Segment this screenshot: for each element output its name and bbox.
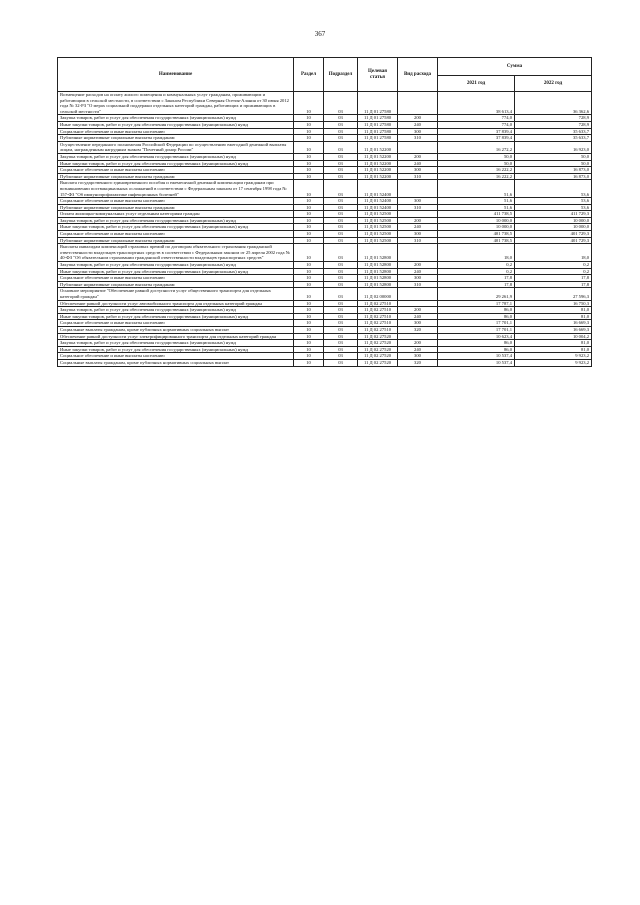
row-type bbox=[398, 180, 438, 198]
row-sum-2021: 17 701,1 bbox=[438, 320, 515, 327]
row-subsection: 03 bbox=[324, 340, 358, 347]
row-target: 11 Д 01 27580 bbox=[358, 135, 398, 142]
row-subsection: 03 bbox=[324, 300, 358, 307]
row-sum-2021: 17,8 bbox=[438, 275, 515, 282]
table-row bbox=[58, 211, 592, 218]
row-type: 240 bbox=[398, 268, 438, 275]
row-name: Публичные нормативные социальные выплаты гражданам bbox=[58, 237, 294, 244]
table-row bbox=[58, 288, 592, 300]
row-name: Закупка товаров, работ и услуг для обеспечения государственных (муниципальных) нужд bbox=[58, 307, 294, 314]
row-sum-2021: 17 787,1 bbox=[438, 300, 515, 307]
row-type: 200 bbox=[398, 307, 438, 314]
row-section: 10 bbox=[294, 128, 324, 135]
row-section: 10 bbox=[294, 244, 324, 262]
row-name: Иные закупки товаров, работ и услуг для обеспечения государственных (муниципальных) нужд bbox=[58, 346, 294, 353]
row-type bbox=[398, 288, 438, 300]
row-name: Социальное обеспечение и иные выплаты населению bbox=[58, 275, 294, 282]
row-subsection: 03 bbox=[324, 359, 358, 366]
row-section: 10 bbox=[294, 300, 324, 307]
row-target: 11 Д 01 27580 bbox=[358, 92, 398, 115]
row-target: 11 Д 02 27510 bbox=[358, 320, 398, 327]
row-target: 11 Д 01 52200 bbox=[358, 173, 398, 180]
row-sum-2022: 0,2 bbox=[515, 268, 592, 275]
row-sum-2021: 51,6 bbox=[438, 198, 515, 205]
table-row bbox=[58, 180, 592, 198]
row-name: Социальное обеспечение и иные выплаты населению bbox=[58, 231, 294, 238]
row-subsection: 03 bbox=[324, 204, 358, 211]
table-row bbox=[58, 224, 592, 231]
row-sum-2021: 17 701,1 bbox=[438, 326, 515, 333]
row-subsection: 03 bbox=[324, 160, 358, 167]
row-target: 11 Д 01 52200 bbox=[358, 153, 398, 160]
row-sum-2022: 17,8 bbox=[515, 281, 592, 288]
row-section: 10 bbox=[294, 231, 324, 238]
row-sum-2021: 37 839,4 bbox=[438, 135, 515, 142]
row-type: 240 bbox=[398, 313, 438, 320]
row-sum-2022: 16 669,3 bbox=[515, 326, 592, 333]
row-target: 11 Д 01 27580 bbox=[358, 128, 398, 135]
row-name: Выплата государственного единовременного пособия и ежемесячной денежной компенсации гражданам при возникновении поствакцинальных осложнений в соответствии с Федеральным законом от 17 сентября 1998 года № 157-ФЗ "Об иммунопрофилактике инфекционных болезней" bbox=[58, 180, 294, 198]
row-type: 310 bbox=[398, 204, 438, 211]
row-subsection: 03 bbox=[324, 135, 358, 142]
table-row bbox=[58, 262, 592, 269]
row-subsection: 03 bbox=[324, 224, 358, 231]
row-sum-2022: 17,8 bbox=[515, 275, 592, 282]
row-sum-2022: 81,0 bbox=[515, 307, 592, 314]
row-target: 11 Д 02 27520 bbox=[358, 333, 398, 340]
row-subsection: 03 bbox=[324, 307, 358, 314]
row-name: Социальное обеспечение и иные выплаты населению bbox=[58, 198, 294, 205]
row-sum-2022: 728,9 bbox=[515, 121, 592, 128]
row-name: Осуществление переданного полномочия Российской Федерации по осуществлению ежегодной денежной выплаты лицам, награжденным нагрудным знаком "Почетный донор России" bbox=[58, 141, 294, 153]
budget-table bbox=[57, 57, 592, 367]
row-subsection: 03 bbox=[324, 92, 358, 115]
row-section: 10 bbox=[294, 167, 324, 174]
row-type: 300 bbox=[398, 167, 438, 174]
header-type: Вид расхода bbox=[398, 58, 438, 92]
row-sum-2021: 50,0 bbox=[438, 153, 515, 160]
row-type bbox=[398, 141, 438, 153]
row-section: 10 bbox=[294, 346, 324, 353]
row-sum-2022: 0,2 bbox=[515, 262, 592, 269]
row-sum-2022: 401 729,3 bbox=[515, 237, 592, 244]
header-section: Раздел bbox=[294, 58, 324, 92]
row-section: 10 bbox=[294, 135, 324, 142]
row-section: 10 bbox=[294, 313, 324, 320]
row-section: 10 bbox=[294, 160, 324, 167]
row-section: 10 bbox=[294, 359, 324, 366]
row-name: Социальное обеспечение и иные выплаты населению bbox=[58, 167, 294, 174]
table-row bbox=[58, 153, 592, 160]
row-section: 10 bbox=[294, 121, 324, 128]
row-type bbox=[398, 211, 438, 218]
row-target: 11 Д 02 27520 bbox=[358, 353, 398, 360]
row-target: 11 Д 01 27580 bbox=[358, 115, 398, 122]
row-sum-2021: 10 000,0 bbox=[438, 224, 515, 231]
row-name: Публичные нормативные социальные выплаты гражданам bbox=[58, 173, 294, 180]
row-sum-2021: 16 272,2 bbox=[438, 141, 515, 153]
row-subsection: 03 bbox=[324, 237, 358, 244]
table-row bbox=[58, 92, 592, 115]
row-name: Основное мероприятие "Обеспечение равной доступности услуг общественного транспорта для отдельных категорий граждан" bbox=[58, 288, 294, 300]
row-name: Социальное обеспечение и иные выплаты населению bbox=[58, 128, 294, 135]
row-sum-2022: 9 923,2 bbox=[515, 359, 592, 366]
row-sum-2022: 81,0 bbox=[515, 313, 592, 320]
row-sum-2021: 29 261,9 bbox=[438, 288, 515, 300]
row-target: 11 Д 01 52500 bbox=[358, 217, 398, 224]
table-row bbox=[58, 340, 592, 347]
row-sum-2022: 16 669,3 bbox=[515, 320, 592, 327]
table-row bbox=[58, 121, 592, 128]
row-sum-2022: 16 750,3 bbox=[515, 300, 592, 307]
row-sum-2022: 10 000,0 bbox=[515, 224, 592, 231]
row-type: 300 bbox=[398, 231, 438, 238]
header-sum: Сумма bbox=[438, 58, 592, 76]
row-sum-2022: 81,0 bbox=[515, 340, 592, 347]
table-row bbox=[58, 313, 592, 320]
row-sum-2021: 86,0 bbox=[438, 346, 515, 353]
row-section: 10 bbox=[294, 326, 324, 333]
row-sum-2021: 50,0 bbox=[438, 160, 515, 167]
row-name: Выплаты инвалидам компенсаций страховых премий по договорам обязательного страхования гражданской ответственности владельцев транспортных средств в соответствии с Федеральным законом от 25 апреля 2002 года № 40-ФЗ "Об обязательном страховании гражданской ответственности владельцев транспортных средств" bbox=[58, 244, 294, 262]
row-subsection: 03 bbox=[324, 217, 358, 224]
row-subsection: 03 bbox=[324, 281, 358, 288]
table-row bbox=[58, 141, 592, 153]
table-row bbox=[58, 217, 592, 224]
row-section: 10 bbox=[294, 281, 324, 288]
row-sum-2021: 10 537,4 bbox=[438, 353, 515, 360]
row-section: 10 bbox=[294, 307, 324, 314]
table-row bbox=[58, 275, 592, 282]
row-target: 11 Д 01 52200 bbox=[358, 167, 398, 174]
row-sum-2021: 37 839,4 bbox=[438, 128, 515, 135]
row-subsection: 03 bbox=[324, 288, 358, 300]
row-sum-2022: 18,0 bbox=[515, 244, 592, 262]
row-section: 10 bbox=[294, 237, 324, 244]
table-row bbox=[58, 281, 592, 288]
row-type: 310 bbox=[398, 281, 438, 288]
row-name: Обеспечение равной доступности услуг автомобильного транспорта для отдельных категорий граждан bbox=[58, 300, 294, 307]
table-row bbox=[58, 300, 592, 307]
row-section: 10 bbox=[294, 268, 324, 275]
row-subsection: 03 bbox=[324, 121, 358, 128]
row-name: Социальные выплаты гражданам, кроме публичных нормативных социальных выплат bbox=[58, 326, 294, 333]
row-target: 11 Д 02 27510 bbox=[358, 307, 398, 314]
header-target: Целевая статья bbox=[358, 58, 398, 92]
row-type: 200 bbox=[398, 217, 438, 224]
row-subsection: 03 bbox=[324, 320, 358, 327]
row-sum-2021: 51,6 bbox=[438, 204, 515, 211]
row-section: 10 bbox=[294, 353, 324, 360]
row-target: 11 Д 02 27520 bbox=[358, 340, 398, 347]
row-sum-2021: 401 738,5 bbox=[438, 237, 515, 244]
row-sum-2022: 53,6 bbox=[515, 180, 592, 198]
table-row bbox=[58, 353, 592, 360]
row-section: 10 bbox=[294, 275, 324, 282]
table-row bbox=[58, 320, 592, 327]
row-target: 11 Д 01 52200 bbox=[358, 160, 398, 167]
row-target: 11 Д 01 52200 bbox=[358, 141, 398, 153]
row-sum-2022: 27 596,3 bbox=[515, 288, 592, 300]
row-subsection: 03 bbox=[324, 262, 358, 269]
row-type: 300 bbox=[398, 275, 438, 282]
row-subsection: 03 bbox=[324, 115, 358, 122]
table-row bbox=[58, 244, 592, 262]
row-section: 10 bbox=[294, 198, 324, 205]
row-name: Иные закупки товаров, работ и услуг для обеспечения государственных (муниципальных) нужд bbox=[58, 268, 294, 275]
row-target: 11 Д 01 52400 bbox=[358, 198, 398, 205]
row-target: 11 Д 01 27580 bbox=[358, 121, 398, 128]
row-sum-2021: 0,2 bbox=[438, 262, 515, 269]
row-sum-2022: 411 729,3 bbox=[515, 211, 592, 218]
row-type: 200 bbox=[398, 340, 438, 347]
row-sum-2022: 16 873,0 bbox=[515, 167, 592, 174]
table-row bbox=[58, 115, 592, 122]
row-sum-2021: 51,6 bbox=[438, 180, 515, 198]
row-type bbox=[398, 333, 438, 340]
row-section: 10 bbox=[294, 320, 324, 327]
row-sum-2021: 411 738,5 bbox=[438, 211, 515, 218]
table-row bbox=[58, 231, 592, 238]
row-name: Обеспечение равной доступности услуг электрифицированного транспорта для отдельных категорий граждан bbox=[58, 333, 294, 340]
row-sum-2021: 16 222,2 bbox=[438, 173, 515, 180]
row-target: 11 Д 01 52800 bbox=[358, 262, 398, 269]
row-sum-2022: 36 362,6 bbox=[515, 92, 592, 115]
row-type: 310 bbox=[398, 237, 438, 244]
row-target: 11 Д 01 52400 bbox=[358, 204, 398, 211]
row-subsection: 03 bbox=[324, 211, 358, 218]
row-sum-2022: 10 004,2 bbox=[515, 333, 592, 340]
row-name: Иные закупки товаров, работ и услуг для обеспечения государственных (муниципальных) нужд bbox=[58, 121, 294, 128]
row-sum-2022: 9 923,2 bbox=[515, 353, 592, 360]
row-target: 11 Д 02 27510 bbox=[358, 313, 398, 320]
row-target: 11 Д 01 52500 bbox=[358, 237, 398, 244]
row-sum-2022: 35 633,7 bbox=[515, 135, 592, 142]
row-section: 10 bbox=[294, 92, 324, 115]
row-sum-2022: 10 000,0 bbox=[515, 217, 592, 224]
row-subsection: 03 bbox=[324, 268, 358, 275]
row-section: 10 bbox=[294, 141, 324, 153]
row-target: 11 Д 01 52800 bbox=[358, 281, 398, 288]
row-subsection: 03 bbox=[324, 173, 358, 180]
table-body bbox=[58, 92, 592, 367]
row-sum-2021: 774,0 bbox=[438, 115, 515, 122]
row-section: 10 bbox=[294, 333, 324, 340]
row-type bbox=[398, 244, 438, 262]
row-subsection: 03 bbox=[324, 326, 358, 333]
row-sum-2021: 401 738,5 bbox=[438, 231, 515, 238]
row-section: 10 bbox=[294, 204, 324, 211]
table-row bbox=[58, 326, 592, 333]
row-target: 11 Д 01 52500 bbox=[358, 224, 398, 231]
row-subsection: 03 bbox=[324, 141, 358, 153]
row-name: Социальные выплаты гражданам, кроме публичных нормативных социальных выплат bbox=[58, 359, 294, 366]
row-sum-2021: 17,8 bbox=[438, 281, 515, 288]
row-type: 240 bbox=[398, 121, 438, 128]
row-sum-2022: 401 729,3 bbox=[515, 231, 592, 238]
table-row bbox=[58, 198, 592, 205]
header-year-2021: 2021 год bbox=[438, 76, 515, 92]
row-sum-2021: 10 623,4 bbox=[438, 333, 515, 340]
row-name: Публичные нормативные социальные выплаты гражданам bbox=[58, 135, 294, 142]
row-subsection: 03 bbox=[324, 333, 358, 340]
row-type: 320 bbox=[398, 359, 438, 366]
row-sum-2021: 0,2 bbox=[438, 268, 515, 275]
table-row bbox=[58, 268, 592, 275]
row-subsection: 03 bbox=[324, 313, 358, 320]
row-subsection: 03 bbox=[324, 353, 358, 360]
row-name: Иные закупки товаров, работ и услуг для обеспечения государственных (муниципальных) нужд bbox=[58, 313, 294, 320]
table-row bbox=[58, 173, 592, 180]
table-row bbox=[58, 135, 592, 142]
row-name: Закупка товаров, работ и услуг для обеспечения государственных (муниципальных) нужд bbox=[58, 262, 294, 269]
row-type: 200 bbox=[398, 115, 438, 122]
header-subsection: Подраздел bbox=[324, 58, 358, 92]
table-row bbox=[58, 359, 592, 366]
row-name: Закупка товаров, работ и услуг для обеспечения государственных (муниципальных) нужд bbox=[58, 153, 294, 160]
row-type: 240 bbox=[398, 160, 438, 167]
row-type: 240 bbox=[398, 346, 438, 353]
row-type: 200 bbox=[398, 262, 438, 269]
row-target: 11 Д 02 00000 bbox=[358, 288, 398, 300]
table-row bbox=[58, 346, 592, 353]
table-row bbox=[58, 333, 592, 340]
row-subsection: 03 bbox=[324, 275, 358, 282]
row-section: 10 bbox=[294, 262, 324, 269]
row-sum-2022: 50,0 bbox=[515, 153, 592, 160]
row-name: Социальное обеспечение и иные выплаты населению bbox=[58, 353, 294, 360]
row-target: 11 Д 02 27520 bbox=[358, 359, 398, 366]
row-type: 300 bbox=[398, 353, 438, 360]
row-name: Возмещение расходов на оплату жилого помещения и коммунальных услуг гражданам, проживающим и работающим в сельской местности, в соответствии с Законом Республики Северная Осетия-Алания от 30 июня 2012 года № 32-РЗ "О мерах социальной поддержки отдельных категорий граждан, работающих и проживающих в сельской местности" bbox=[58, 92, 294, 115]
row-name: Иные закупки товаров, работ и услуг для обеспечения государственных (муниципальных) нужд bbox=[58, 160, 294, 167]
row-type bbox=[398, 92, 438, 115]
row-name: Публичные нормативные социальные выплаты гражданам bbox=[58, 204, 294, 211]
row-subsection: 03 bbox=[324, 198, 358, 205]
row-subsection: 03 bbox=[324, 244, 358, 262]
row-subsection: 03 bbox=[324, 346, 358, 353]
row-sum-2022: 53,6 bbox=[515, 204, 592, 211]
row-sum-2021: 38 613,4 bbox=[438, 92, 515, 115]
page-number: 367 bbox=[314, 30, 326, 38]
row-target: 11 Д 01 52500 bbox=[358, 211, 398, 218]
table-row bbox=[58, 160, 592, 167]
row-section: 10 bbox=[294, 153, 324, 160]
row-sum-2021: 18,0 bbox=[438, 244, 515, 262]
row-sum-2021: 86,0 bbox=[438, 340, 515, 347]
row-sum-2021: 10 000,0 bbox=[438, 217, 515, 224]
row-section: 10 bbox=[294, 115, 324, 122]
row-sum-2022: 16 923,0 bbox=[515, 141, 592, 153]
row-type: 300 bbox=[398, 128, 438, 135]
row-name: Иные закупки товаров, работ и услуг для обеспечения государственных (муниципальных) нужд bbox=[58, 224, 294, 231]
row-target: 11 Д 02 27510 bbox=[358, 326, 398, 333]
row-sum-2022: 53,6 bbox=[515, 198, 592, 205]
row-name: Закупка товаров, работ и услуг для обеспечения государственных (муниципальных) нужд bbox=[58, 217, 294, 224]
row-sum-2022: 35 633,7 bbox=[515, 128, 592, 135]
row-section: 10 bbox=[294, 224, 324, 231]
row-section: 10 bbox=[294, 211, 324, 218]
row-target: 11 Д 01 52800 bbox=[358, 275, 398, 282]
row-section: 10 bbox=[294, 340, 324, 347]
row-type: 240 bbox=[398, 224, 438, 231]
row-name: Закупка товаров, работ и услуг для обеспечения государственных (муниципальных) нужд bbox=[58, 115, 294, 122]
row-sum-2021: 16 222,2 bbox=[438, 167, 515, 174]
row-target: 11 Д 01 52800 bbox=[358, 244, 398, 262]
row-target: 11 Д 01 52500 bbox=[358, 231, 398, 238]
header-name: Наименование bbox=[58, 58, 294, 92]
table-row bbox=[58, 237, 592, 244]
row-type: 320 bbox=[398, 326, 438, 333]
row-sum-2022: 16 873,0 bbox=[515, 173, 592, 180]
row-sum-2021: 10 537,4 bbox=[438, 359, 515, 366]
row-subsection: 03 bbox=[324, 180, 358, 198]
row-sum-2021: 86,0 bbox=[438, 313, 515, 320]
row-sum-2022: 50,0 bbox=[515, 160, 592, 167]
row-name: Публичные нормативные социальные выплаты гражданам bbox=[58, 281, 294, 288]
row-name: Социальное обеспечение и иные выплаты населению bbox=[58, 320, 294, 327]
row-sum-2022: 81,0 bbox=[515, 346, 592, 353]
row-section: 10 bbox=[294, 180, 324, 198]
header-year-2022: 2022 год bbox=[515, 76, 592, 92]
row-name: Оплата жилищно-коммунальных услуг отдельным категориям граждан bbox=[58, 211, 294, 218]
row-target: 11 Д 02 27520 bbox=[358, 346, 398, 353]
row-sum-2021: 86,0 bbox=[438, 307, 515, 314]
row-type: 310 bbox=[398, 135, 438, 142]
table-row bbox=[58, 167, 592, 174]
row-sum-2022: 728,9 bbox=[515, 115, 592, 122]
row-type bbox=[398, 300, 438, 307]
row-subsection: 03 bbox=[324, 153, 358, 160]
row-target: 11 Д 01 52800 bbox=[358, 268, 398, 275]
row-section: 10 bbox=[294, 217, 324, 224]
row-subsection: 03 bbox=[324, 167, 358, 174]
row-section: 10 bbox=[294, 288, 324, 300]
row-subsection: 03 bbox=[324, 128, 358, 135]
row-sum-2021: 774,0 bbox=[438, 121, 515, 128]
table-row bbox=[58, 128, 592, 135]
row-type: 300 bbox=[398, 320, 438, 327]
row-type: 300 bbox=[398, 198, 438, 205]
row-section: 10 bbox=[294, 173, 324, 180]
row-target: 11 Д 01 52400 bbox=[358, 180, 398, 198]
table-row bbox=[58, 204, 592, 211]
row-type: 310 bbox=[398, 173, 438, 180]
table-row bbox=[58, 307, 592, 314]
row-type: 200 bbox=[398, 153, 438, 160]
row-target: 11 Д 02 27510 bbox=[358, 300, 398, 307]
row-name: Закупка товаров, работ и услуг для обеспечения государственных (муниципальных) нужд bbox=[58, 340, 294, 347]
row-subsection: 03 bbox=[324, 231, 358, 238]
